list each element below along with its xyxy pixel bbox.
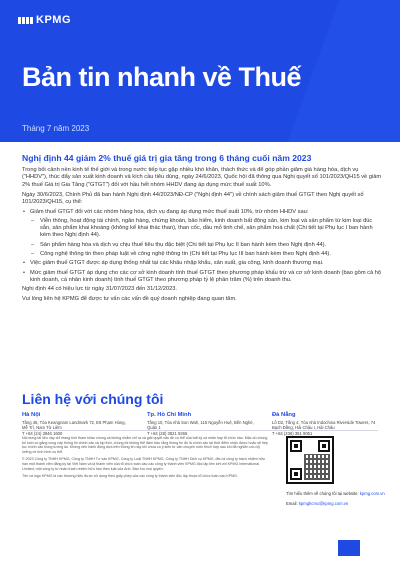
office-address: Lô D2, Tầng 4, Tòa nhà Indochina Riverside Towers, 74 Bạch Đằng, Hải Châu I, Hải Châu	[272, 420, 376, 431]
logo-text: KPMG	[36, 14, 71, 26]
list-item: • Việc giảm thuế GTGT được áp dụng thống nhất tại các khâu nhập khẩu, sản xuất, gia công, kinh doanh thương mại.	[22, 260, 382, 267]
legal-disclaimer	[22, 436, 268, 482]
kpmg-logo	[18, 14, 71, 26]
effective-date-paragraph: Nghị định 44 có hiệu lực từ ngày 31/07/2023 đến 31/12/2023.	[22, 286, 177, 293]
trademark-paragraph: Tên và logo KPMG là các thương hiệu được sử dụng theo giấy phép của các công ty thành viên độc lập thuộc tổ chức toàn cầu KPMG.	[22, 474, 238, 479]
office-name: Tp. Hồ Chí Minh	[147, 412, 192, 418]
office-address: Tầng 10, Tòa nhà Sun Wah, 115 Nguyễn Huệ, Bến Nghé, Quận 1	[147, 420, 254, 431]
email-label: Email:	[286, 501, 298, 506]
article-body	[22, 153, 382, 307]
email-line	[286, 501, 348, 506]
office-phone: T +84 (24) 3946 1600	[22, 430, 63, 436]
bullet-list	[22, 209, 382, 284]
office-hcmc	[147, 412, 257, 436]
disclaimer-paragraph: Nội dung tài liệu này chỉ mang tính tham khảo chung và không nhằm chỉ ra và giải quyết vấn đề cụ thể của bất kỳ cá nhân hay tổ chức nào. Mặc dù chúng tôi luôn cố gắng cung cấp thông tin chính xác và kịp thời, chúng tôi không thể đảm bảo rằng thông tin đó là chính xác tại thời điểm nhận được hoặc sẽ tiếp tục chính xác trong tương lai. Không nên hành động dựa trên thông tin này khi chưa có ý kiến tư vấn chuyên môn thích hợp sau khi đã nghiên cứu kỹ lưỡng về tình hình cụ thể.	[22, 436, 268, 454]
office-address: Tầng 46, Tòa Keangnam Landmark 72, E6 Phạm Hùng, Mễ Trì, Nam Từ Liêm	[22, 420, 126, 431]
copyright-paragraph: © 2023 Công ty TNHH KPMG, Công ty TNHH Tư vấn KPMG, Công ty Luật TNHH KPMG, Công ty TNHH Dịch vụ KPMG, đều là công ty trách nhiệm hữu hạn một thành viên đăng ký tại Việt Nam và là thành viên của tổ chức toàn cầu các công ty thành viên KPMG độc lập liên kết với KPMG International Limited, một công ty tư nhân trách nhiệm hữu hạn theo luật của Anh. Bảo lưu mọi quyền.	[22, 457, 266, 471]
sub-list-item: – Công nghệ thông tin theo pháp luật về công nghệ thông tin (Chi tiết tại Phụ lục III ban hành kèm theo Nghị định 44).	[30, 251, 382, 258]
header-banner	[0, 0, 400, 142]
logo-bars-icon	[18, 17, 33, 24]
intro-paragraph: Trong bối cảnh nền kinh tế thế giới và trong nước tiếp tục gặp nhiều khó khăn, thách thức và để góp phần giảm giá hàng hóa, dịch vụ ("HHDV"), thúc đẩy sản xuất kinh doanh và kích cầu tiêu dùng, ngày 24/6/2023, Quốc hội đã thông qua Nghị quyết số 101/2023/QH15 về giảm 2% thuế Giá trị Gia Tăng ("GTGT") đối với hầu hết nhóm HHDV đang áp dụng mức thuế suất 10%.	[22, 167, 382, 188]
office-list	[22, 412, 382, 436]
page-title: Bản tin nhanh về Thuế	[22, 62, 302, 92]
email-link[interactable]: kpmghcmc@kpmg.com.vn	[298, 501, 349, 506]
website-link[interactable]: kpmg.com.vn	[359, 491, 385, 496]
closing-paragraph: Vui lòng liên hệ KPMG để được tư vấn các vấn đề quý doanh nghiệp đang quan tâm.	[22, 296, 237, 303]
sub-list-item: – Viễn thông, hoạt động tài chính, ngân hàng, chứng khoán, bảo hiểm, kinh doanh bất động sản, kim loại và sản phẩm từ kim loại đúc sẵn, sản phẩm khai khoáng (không kể khai thác than), than cốc, dầu mỏ tinh chế, sản phẩm hoá chất (Chi tiết tại Phụ lục I ban hành kèm theo Nghị định 44).	[30, 218, 382, 240]
sub-list-item: – Sản phẩm hàng hóa và dịch vụ chịu thuế tiêu thụ đặc biệt (Chi tiết tại Phụ lục II ban hành kèm theo Nghị định 44).	[30, 242, 382, 249]
office-hanoi	[22, 412, 132, 436]
issue-date: Tháng 7 năm 2023	[22, 124, 90, 133]
website-line	[286, 491, 385, 496]
office-danang	[272, 412, 382, 436]
bullet-text: Giảm thuế GTGT đối với các nhóm hàng hóa, dịch vụ đang áp dụng mức thuế suất 10%, trừ nhóm HHDV sau:	[30, 209, 309, 216]
page-number-tab	[338, 540, 360, 556]
office-phone: T +84 (236) 351 9051	[272, 430, 313, 436]
list-item: • Mức giảm thuế GTGT áp dụng cho các cơ sở kinh doanh tính thuế GTGT theo phương pháp khấu trừ và cơ sở kinh doanh (bao gồm cả hộ kinh doanh, cá nhân kinh doanh) tính thuế GTGT theo phương pháp tỷ lệ phần trăm (%) trên doanh thu.	[22, 270, 382, 285]
decree-paragraph: Ngày 30/6/2023, Chính Phủ đã ban hành Nghị định 44/2023/NĐ-CP ("Nghị định 44") về chính sách giảm thuế GTGT theo Nghị quyết số 101/2023/QH15, cụ thể:	[22, 191, 364, 206]
list-item	[22, 209, 382, 258]
office-name: Hà Nội	[22, 412, 41, 418]
qr-code-icon	[286, 436, 334, 484]
article-heading: Nghị định 44 giảm 2% thuế giá trị gia tăng trong 6 tháng cuối năm 2023	[22, 153, 312, 163]
office-phone: T +84 (28) 3821 9266	[147, 430, 188, 436]
website-label: Tìm hiểu thêm về chúng tôi tại website:	[286, 491, 359, 496]
divider	[22, 430, 378, 431]
contact-heading: Liên hệ với chúng tôi	[22, 391, 164, 407]
office-name: Đà Nẵng	[272, 412, 296, 418]
sub-list	[30, 218, 382, 258]
